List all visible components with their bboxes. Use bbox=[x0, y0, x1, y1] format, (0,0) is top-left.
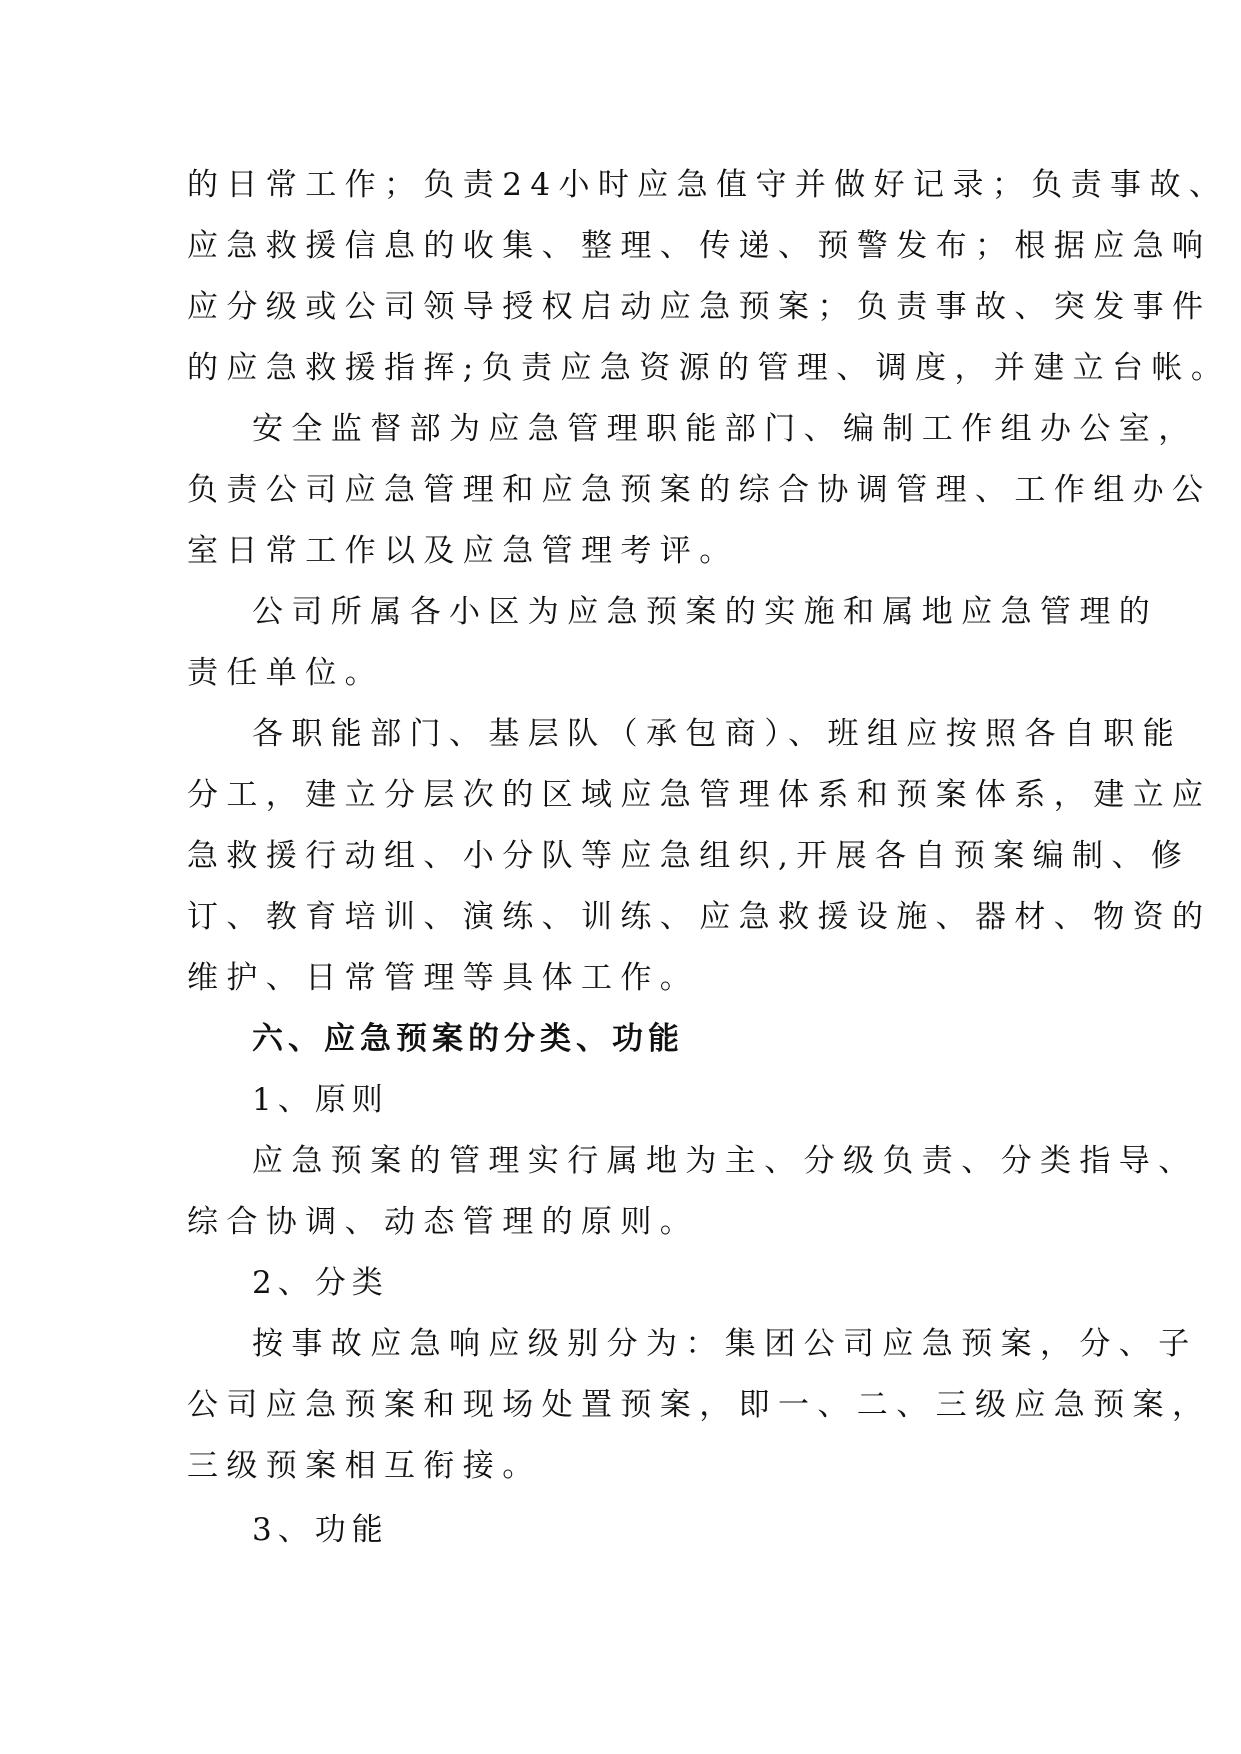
paragraph-start-classification: 按事故应急响应级别分为：集团公司应急预案，分、子 bbox=[252, 1326, 1198, 1362]
subheading-principles: 1、原则 bbox=[252, 1082, 389, 1118]
body-line-22: 三级预案相互衔接。 bbox=[187, 1448, 542, 1484]
subheading-functions: 3、功能 bbox=[252, 1512, 389, 1548]
section-heading-6: 六、应急预案的分类、功能 bbox=[252, 1021, 684, 1057]
body-line-12: 急救援行动组、小分队等应急组织,开展各自预案编制、修 bbox=[187, 838, 1191, 874]
paragraph-start-residential-areas: 公司所属各小区为应急预案的实施和属地应急管理的 bbox=[252, 594, 1159, 630]
body-line-9: 责任单位。 bbox=[187, 655, 384, 691]
subheading-classification: 2、分类 bbox=[252, 1265, 389, 1301]
body-line-6: 负责公司应急管理和应急预案的综合协调管理、工作组办公 bbox=[187, 472, 1212, 508]
body-line-2: 应急救援信息的收集、整理、传递、预警发布；根据应急响 bbox=[187, 228, 1212, 264]
body-line-7: 室日常工作以及应急管理考评。 bbox=[187, 533, 739, 569]
paragraph-start-safety-dept: 安全监督部为应急管理职能部门、编制工作组办公室， bbox=[252, 411, 1198, 447]
body-line-13: 订、教育培训、演练、训练、应急救援设施、器材、物资的 bbox=[187, 899, 1212, 935]
body-line-11: 分工，建立分层次的区域应急管理体系和预案体系，建立应 bbox=[187, 777, 1212, 813]
paragraph-start-principles: 应急预案的管理实行属地为主、分级负责、分类指导、 bbox=[252, 1143, 1198, 1179]
body-line-14: 维护、日常管理等具体工作。 bbox=[187, 960, 700, 996]
body-line-21: 公司应急预案和现场处置预案，即一、二、三级应急预案， bbox=[187, 1387, 1212, 1423]
body-line-18: 综合协调、动态管理的原则。 bbox=[187, 1204, 700, 1240]
paragraph-start-departments: 各职能部门、基层队（承包商）、班组应按照各自职能 bbox=[252, 716, 1183, 752]
body-line-4: 的应急救援指挥;负责应急资源的管理、调度，并建立台帐。 bbox=[187, 350, 1231, 386]
body-line-1: 的日常工作；负责24小时应急值守并做好记录；负责事故、 bbox=[187, 167, 1229, 203]
body-line-3: 应分级或公司领导授权启动应急预案；负责事故、突发事件 bbox=[187, 289, 1212, 325]
